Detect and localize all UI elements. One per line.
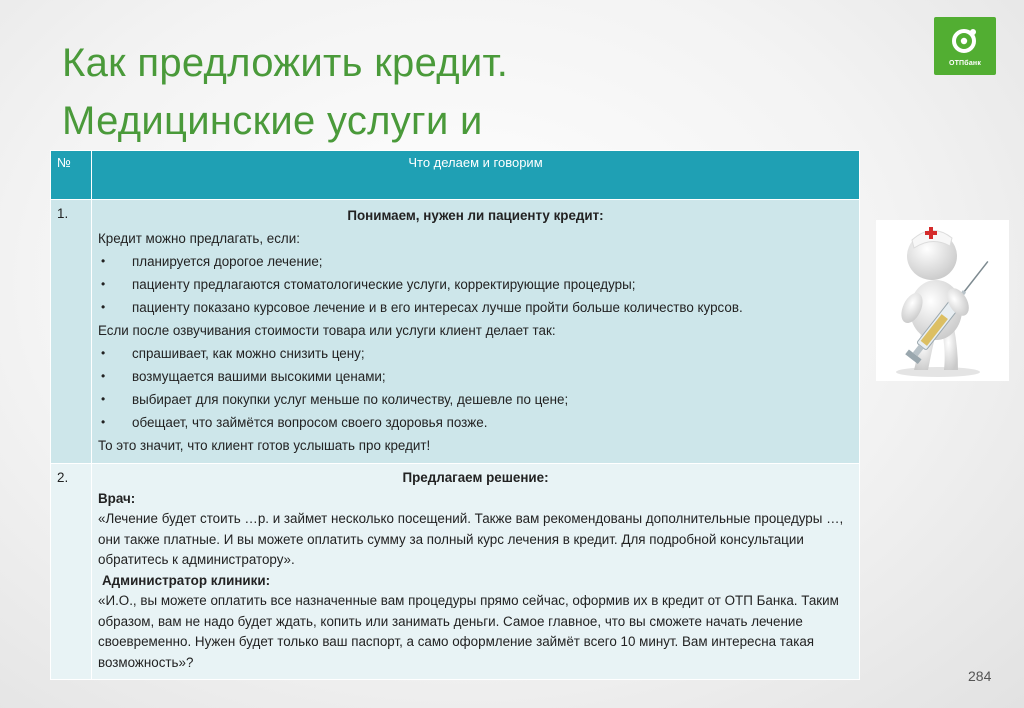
row-number: 2. bbox=[51, 464, 92, 680]
otp-logo-icon bbox=[951, 26, 979, 56]
row-conclusion: То это значит, что клиент готов услышать про кредит! bbox=[98, 438, 431, 453]
row-intro: Кредит можно предлагать, если: bbox=[98, 231, 300, 246]
script-table bbox=[50, 150, 860, 680]
row-middle-text: Если после озвучивания стоимости товара или услуги клиент делает так: bbox=[98, 323, 556, 338]
title-line-2: Медицинские услуги и bbox=[62, 99, 483, 143]
header-number: № bbox=[51, 151, 92, 200]
admin-speech: «И.О., вы можете оплатить все назначенные вам процедуры прямо сейчас, оформив их в кредит от ОТП Банка. Таким образом, вам не надо будет ждать, копить или занимать деньги. Самое главное, что вы сможете начать лечение своевременно. Нужен будет только ваш паспорт, а само оформление займёт всего 10 минут. Вам интересна такая возможность»? bbox=[98, 593, 839, 670]
slide-title bbox=[62, 34, 508, 150]
row-heading: Понимаем, нужен ли пациенту кредит: bbox=[347, 208, 604, 223]
table-row bbox=[51, 200, 860, 464]
list-item: • пациенту показано курсовое лечение и в его интересах лучше пройти больше количество курсов. bbox=[98, 296, 853, 319]
behavior-list bbox=[98, 342, 853, 434]
list-item: • выбирает для покупки услуг меньше по количеству, дешевле по цене; bbox=[98, 388, 853, 411]
row-number: 1. bbox=[51, 200, 92, 464]
row-content bbox=[92, 200, 860, 464]
nurse-with-syringe-icon bbox=[876, 220, 1009, 381]
list-item: • возмущается вашими высокими ценами; bbox=[98, 365, 853, 388]
table-row bbox=[51, 464, 860, 680]
doctor-label: Врач: bbox=[98, 490, 136, 506]
page-number: 284 bbox=[968, 668, 992, 684]
list-item: • планируется дорогое лечение; bbox=[98, 250, 853, 273]
row-content bbox=[92, 464, 860, 680]
otp-bank-logo bbox=[934, 17, 996, 75]
list-item: • обещает, что займётся вопросом своего здоровья позже. bbox=[98, 411, 853, 434]
admin-label: Администратор клиники: bbox=[102, 572, 271, 588]
doctor-speech: «Лечение будет стоить …р. и займет несколько посещений. Также вам рекомендованы дополнительные процедуры …, они также платные. И вы можете оплатить сумму за полный курс лечения в кредит. Для подробной консультации обратитесь к администратору». bbox=[98, 511, 844, 567]
table-header-row bbox=[51, 151, 860, 200]
nurse-illustration bbox=[876, 220, 1009, 381]
row-heading: Предлагаем решение: bbox=[402, 470, 549, 485]
list-item: • спрашивает, как можно снизить цену; bbox=[98, 342, 853, 365]
condition-list bbox=[98, 250, 853, 319]
logo-text: ОТПбанк bbox=[948, 60, 982, 67]
header-main: Что делаем и говорим bbox=[92, 151, 860, 200]
list-item: • пациенту предлагаются стоматологические услуги, корректирующие процедуры; bbox=[98, 273, 853, 296]
title-line-1: Как предложить кредит. bbox=[62, 41, 509, 85]
